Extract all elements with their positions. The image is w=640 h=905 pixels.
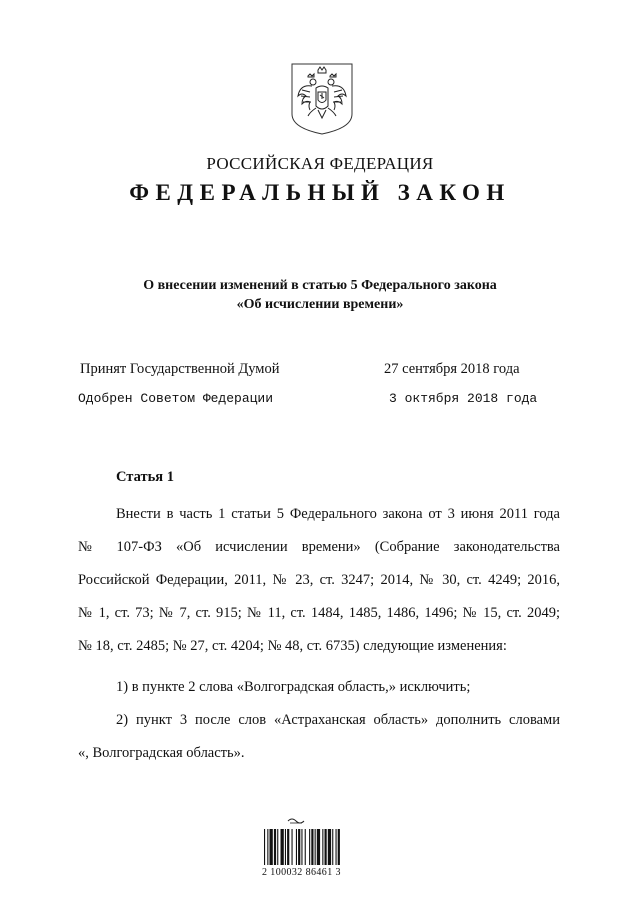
article-item-2 [78,704,560,770]
article-line: № 1, ст. 73; № 7, ст. 915; № 11, ст. 1484, 1485, 1486, 1496; № 15, ст. 2049; [78,605,560,621]
law-title [0,276,640,314]
article-line: 2) пункт 3 после слов «Астраханская область» дополнить словами [116,712,560,728]
adopted-date: 27 сентября 2018 года [384,361,520,377]
double-headed-eagle-icon [290,62,354,136]
law-title-line: О внесении изменений в статью 5 Федерального закона [143,278,497,293]
article-line: № 18, ст. 2485; № 27, ст. 4204; № 48, ст. 6735) следующие изменения: [78,638,507,654]
article-line: 1) в пункте 2 слова «Волгоградская область,» исключить; [116,679,471,695]
article-line: Внести в часть 1 статьи 5 Федерального закона от 3 июня 2011 года [116,506,560,522]
approved-label: Одобрен Советом Федерации [78,391,274,406]
country-name: РОССИЙСКАЯ ФЕДЕРАЦИЯ [206,154,434,173]
article-line: «, Волгоградская область». [78,745,245,761]
law-title-line: «Об исчислении времени» [236,297,404,312]
article-heading: Статья 1 [116,469,174,485]
article-line: № 107-ФЗ «Об исчислении времени» (Собрание законодательства [78,539,560,555]
approved-date: 3 октября 2018 года [389,391,538,406]
adopted-label: Принят Государственной Думой [80,361,280,377]
barcode-number: 2 100032 86461 3 [262,867,341,878]
article-item-1 [78,671,560,704]
article-intro [78,498,560,663]
barcode-icon [262,815,380,867]
law-type: ФЕДЕРАЛЬНЫЙ ЗАКОН [129,180,511,205]
article-line: Российской Федерации, 2011, № 23, ст. 3247; 2014, № 30, ст. 4249; 2016, [78,572,560,588]
